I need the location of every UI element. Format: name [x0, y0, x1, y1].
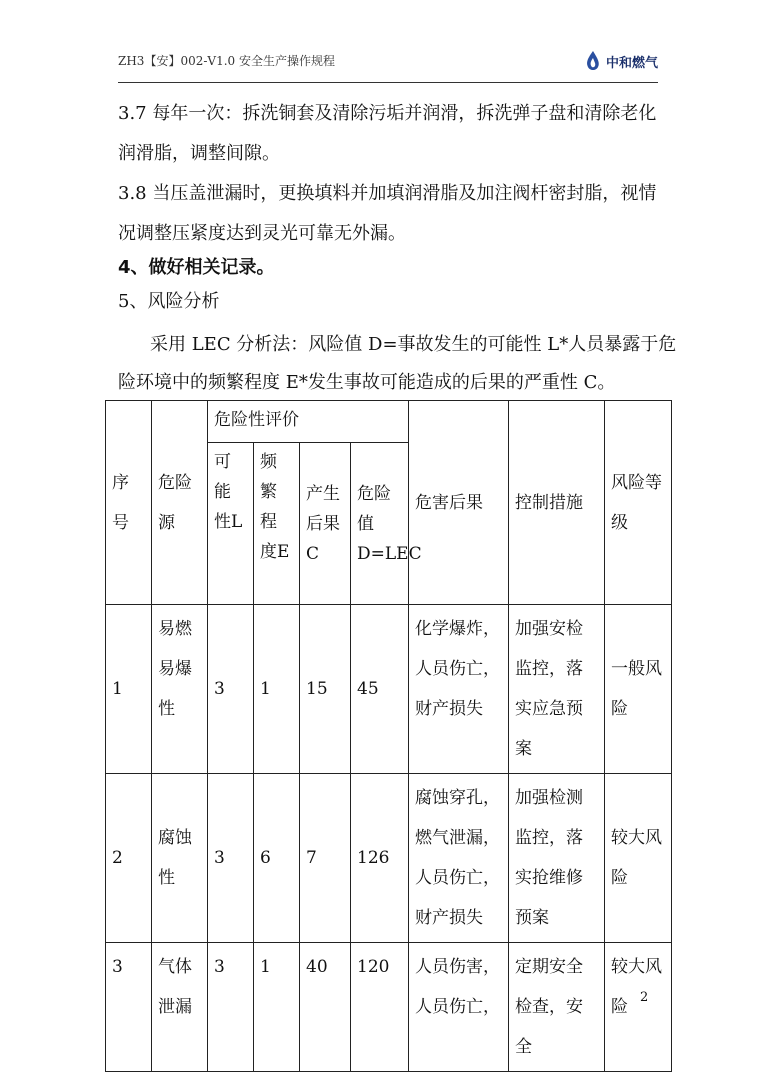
page-number: 2: [640, 990, 649, 1005]
para-line: 3.8 当压盖泄漏时，更换填料并加填润滑脂及加注阀杆密封脂，视情: [118, 183, 657, 204]
cell-level: 较大风险: [605, 943, 672, 1072]
para-line: 采用 LEC 分析法：风险值 D=事故发生的可能性 L*人员暴露于危: [150, 334, 677, 355]
flame-logo-icon: [584, 50, 602, 72]
col-header-D: 危险值D=LEC: [351, 443, 409, 605]
logo-text: 中和燃气: [605, 55, 658, 71]
col-header-control: 控制措施: [509, 401, 605, 605]
col-header-level: 风险等级: [605, 401, 672, 605]
cell-control: 加强安检监控，落实应急预案: [509, 605, 605, 774]
cell-E: 1: [254, 605, 300, 774]
para-line: 润滑脂，调整间隙。: [118, 143, 280, 164]
col-header-C: 产生后果C: [300, 443, 351, 605]
cell-hazard: 气体泄漏: [152, 943, 208, 1072]
cell-D: 126: [351, 774, 409, 943]
cell-L: 3: [208, 774, 254, 943]
cell-hazard: 易燃易爆性: [152, 605, 208, 774]
header-rule: [118, 82, 658, 83]
risk-analysis-table: [105, 400, 672, 1072]
cell-consequence: 人员伤害，人员伤亡，: [409, 943, 509, 1072]
section-heading: 4、做好相关记录。: [118, 257, 275, 278]
page-header: [118, 50, 658, 84]
cell-consequence: 腐蚀穿孔，燃气泄漏，人员伤亡，财产损失: [409, 774, 509, 943]
col-header-consequence: 危害后果: [409, 401, 509, 605]
section-heading: 5、风险分析: [118, 291, 220, 312]
col-header-eval: 危险性评价: [208, 401, 409, 443]
cell-hazard: 腐蚀性: [152, 774, 208, 943]
doc-code: ZH3【安】002-V1.0 安全生产操作规程: [118, 54, 335, 68]
cell-control: 加强检测监控，落实抢维修预案: [509, 774, 605, 943]
para-line: 险环境中的频繁程度 E*发生事故可能造成的后果的严重性 C。: [118, 372, 616, 393]
table-row: [106, 943, 672, 1072]
table-header-row: [106, 401, 672, 443]
col-header-seq: 序号: [106, 401, 152, 605]
para-line: 况调整压紧度达到灵光可靠无外漏。: [118, 223, 406, 244]
col-header-hazard: 危险源: [152, 401, 208, 605]
table-row: [106, 605, 672, 774]
cell-C: 15: [300, 605, 351, 774]
cell-seq: 1: [106, 605, 152, 774]
cell-level: 较大风险: [605, 774, 672, 943]
company-logo: [584, 50, 658, 72]
cell-C: 7: [300, 774, 351, 943]
cell-L: 3: [208, 943, 254, 1072]
col-header-E: 频繁程度E: [254, 443, 300, 605]
cell-seq: 2: [106, 774, 152, 943]
cell-seq: 3: [106, 943, 152, 1072]
table-row: [106, 774, 672, 943]
cell-level: 一般风险: [605, 605, 672, 774]
para-line: 3.7 每年一次：拆洗铜套及清除污垢并润滑，拆洗弹子盘和清除老化: [118, 103, 657, 124]
cell-E: 1: [254, 943, 300, 1072]
cell-consequence: 化学爆炸，人员伤亡，财产损失: [409, 605, 509, 774]
cell-D: 45: [351, 605, 409, 774]
cell-control: 定期安全检查，安全: [509, 943, 605, 1072]
cell-D: 120: [351, 943, 409, 1072]
cell-C: 40: [300, 943, 351, 1072]
cell-E: 6: [254, 774, 300, 943]
cell-L: 3: [208, 605, 254, 774]
col-header-L: 可能性L: [208, 443, 254, 605]
